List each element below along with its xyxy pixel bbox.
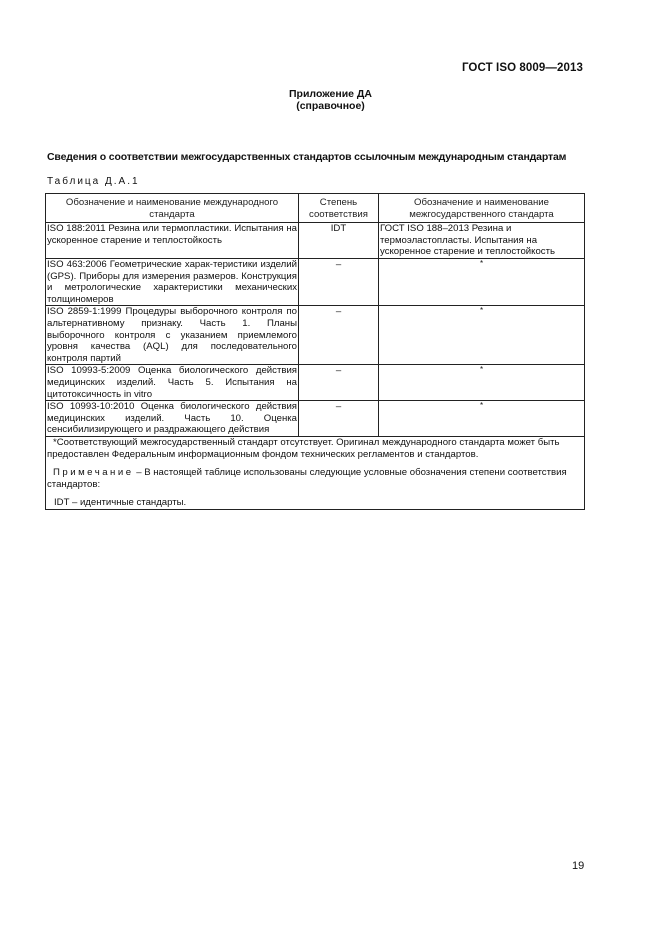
table-footer-row (46, 436, 585, 510)
cell-interstate-standard (379, 401, 585, 437)
cell-international-standard: ISO 10993-5:2009 Оценка биологического действия медицинских изделий. Часть 5. Испытания на цитотоксичность in vitro (47, 365, 297, 400)
correspondence-table (45, 193, 585, 510)
cell-degree: – (299, 306, 379, 365)
table-label: Таблица Д.А.1 (47, 176, 140, 187)
column-header-international: Обозначение и наименование международного стандарта (46, 194, 299, 223)
annex-title: Приложение ДА (289, 88, 372, 100)
note-label: Примечание (53, 466, 134, 478)
cell-international-standard: ISO 2859-1:1999 Процедуры выборочного контроля по альтернативному признаку. Часть 1. Планы выборочного контроля с указанием приемлемого уровня качества (AQL) для последовательного контроля партий (47, 306, 297, 364)
annex-subtitle: (справочное) (296, 100, 365, 112)
footnote-marker: * (479, 401, 484, 411)
cell-international-standard: ISO 188:2011 Резина или термопластики. Испытания на ускоренное старение и теплостойкость (46, 223, 299, 259)
cell-interstate-standard (379, 306, 585, 365)
footnote-text: *Соответствующий межгосударственный стандарт отсутствует. Оригинал международного стандарта может быть предоставлен Федеральным информационным фондом технических регламентов и стандартов. (47, 436, 560, 461)
section-heading: Сведения о соответствии межгосударственных стандартов ссылочным международным стандартам (47, 151, 567, 163)
note-text: – В настоящей таблице использованы следующие условные обозначения степени соответствия стандартов: (47, 466, 567, 491)
table-header-row (46, 194, 585, 223)
cell-degree: IDT (299, 223, 379, 259)
footnote-marker: * (479, 306, 484, 316)
footnote-marker: * (479, 365, 484, 375)
cell-degree: – (299, 365, 379, 401)
cell-international-standard: ISO 10993-10:2010 Оценка биологического действия медицинских изделий. Часть 10. Оценка сенсибилизирующего и раздражающего действия (47, 401, 297, 436)
column-header-degree: Степень соответствия (299, 194, 379, 223)
table-row (46, 306, 585, 365)
annex-block (0, 88, 661, 112)
page-number: 19 (572, 860, 585, 872)
note (47, 467, 583, 492)
cell-interstate-standard (379, 365, 585, 401)
table-row (46, 258, 585, 305)
cell-interstate-standard: ГОСТ ISO 188–2013 Резина и термоэластопласты. Испытания на ускоренное старение и теплостойкость (379, 223, 585, 259)
cell-degree: – (299, 258, 379, 305)
cell-international-standard: ISO 463:2006 Геометрические харак-теристики изделий (GPS). Приборы для измерения размеров. Конструкция и метрологические характеристики механических толщиномеров (47, 258, 297, 305)
table-row (46, 401, 585, 437)
table-row (46, 223, 585, 259)
cell-degree: – (299, 401, 379, 437)
standard-designation: ГОСТ ISO 8009—2013 (461, 62, 583, 74)
column-header-interstate: Обозначение и наименование межгосударственного стандарта (379, 194, 585, 223)
idt-definition: IDT – идентичные стандарты. (54, 496, 187, 508)
footnote-marker: * (479, 258, 484, 268)
table-row (46, 365, 585, 401)
cell-interstate-standard (379, 258, 585, 305)
table-footer (46, 436, 585, 510)
